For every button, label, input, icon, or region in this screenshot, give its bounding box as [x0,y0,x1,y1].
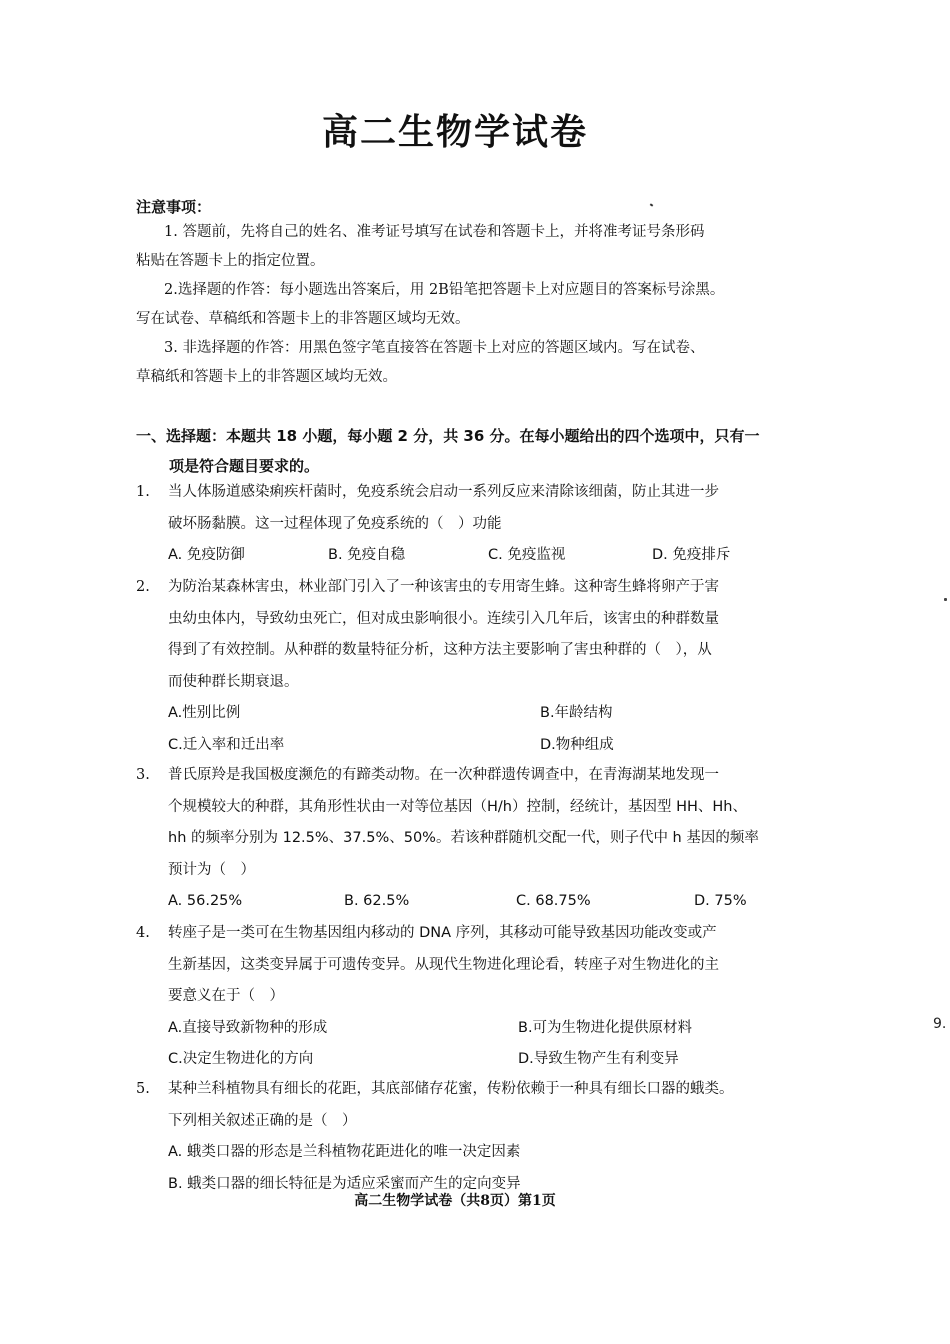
option-b: B.年龄结构 [540,705,613,721]
options-row [168,540,796,572]
options-row [168,730,796,762]
question-text: 要意义在于（ ） [168,988,284,1004]
notice-line: 写在试卷、草稿纸和答题卡上的非答题区域均无效。 [136,311,470,327]
question-text: 下列相关叙述正确的是（ ） [168,1112,357,1129]
question-text: 普氏原羚是我国极度濒危的有蹄类动物。在一次种群遗传调查中，在青海湖某地发现一 [168,767,719,783]
page-footer: 高二生物学试卷（共8页）第1页 [354,1193,556,1209]
option-d: D. 免疫排斥 [652,547,731,563]
option-c: C. 免疫监视 [488,547,566,563]
question-text: 破坏肠黏膜。这一过程体现了免疫系统的（ ）功能 [168,515,502,532]
question-1 [136,477,796,572]
question-number: 3. [136,767,150,783]
question-number: 2. [136,579,150,595]
question-text: 个规模较大的种群，其角形性状由一对等位基因（H/h）控制，经统计，基因型 HH、Hh、 [168,798,747,815]
option-d: D.物种组成 [540,736,614,753]
question-text: 预计为（ ） [168,861,255,878]
question-4 [136,918,796,1076]
question-text: 为防治某森林害虫，林业部门引入了一种该害虫的专用寄生蜂。这种寄生蜂将卵产于害 [168,579,719,595]
question-2 [136,572,796,761]
options-row [168,1044,796,1076]
notice-block [136,196,786,392]
question-text: 得到了有效控制。从种群的数量特征分析，这种方法主要影响了害虫种群的（ ），从 [168,642,712,658]
options-row [168,886,796,918]
question-text: 某种兰科植物具有细长的花距，其底部储存花蜜，传粉依赖于一种具有细长口器的蛾类。 [168,1081,734,1097]
section-line: 一、选择题：本题共 18 小题，每小题 2 分，共 36 分。在每小题给出的四个选项中，只有一 [136,427,760,445]
options-row [168,1013,796,1045]
question-text: 生新基因，这类变异属于可遗传变异。从现代生物进化理论看，转座子对生物进化的主 [168,956,719,973]
question-text: 而使种群长期衰退。 [168,673,299,690]
edge-fragment-text: 9. [933,1016,947,1032]
notice-heading: 注意事项： [136,198,212,216]
question-text: 转座子是一类可在生物基因组内移动的 DNA 序列，其移动可能导致基因功能改变或产 [168,925,717,941]
option-a: A. 56.25% [168,893,243,909]
option-c: C.决定生物进化的方向 [168,1051,314,1067]
question-3 [136,760,796,918]
question-text: 当人体肠道感染痢疾杆菌时，免疫系统会启动一系列反应来清除该细菌，防止其进一步 [168,484,719,500]
option-a: A. 蛾类口器的形态是兰科植物花距进化的唯一决定因素 [168,1144,521,1160]
question-number: 4. [136,925,150,941]
section-line: 项是符合题目要求的。 [169,457,320,475]
section-heading [136,421,796,481]
option-a: A.直接导致新物种的形成 [168,1019,328,1036]
option-b: B.可为生物进化提供原材料 [518,1019,693,1036]
scan-edge-mark [944,598,947,601]
question-text: hh 的频率分别为 12.5%、37.5%、50%。若该种群随机交配一代，则子代中 h 基因的频率 [168,830,759,846]
option-a: A.性别比例 [168,705,241,721]
notice-line: 粘贴在答题卡上的指定位置。 [136,253,325,269]
question-5 [136,1074,796,1200]
option-b: B. 免疫自稳 [328,547,406,563]
notice-line: 3. 非选择题的作答：用黑色签字笔直接答在答题卡上对应的答题区域内。写在试卷、 [164,340,705,356]
option-c: C. 68.75% [516,893,591,909]
option-a: A. 免疫防御 [168,547,245,563]
notice-line: 草稿纸和答题卡上的非答题区域均无效。 [136,369,397,385]
question-number: 5. [136,1081,150,1097]
page-title: 高二生物学试卷 [321,112,588,153]
question-number: 1. [136,484,150,500]
option-b: B. 62.5% [344,893,410,909]
notice-line: 1. 答题前，先将自己的姓名、准考证号填写在试卷和答题卡上，并将准考证号条形码 [164,224,705,240]
option-c: C.迁入率和迁出率 [168,736,285,753]
options-row [168,698,796,730]
option-b: B. 蛾类口器的细长特征是为适应采蜜而产生的定向变异 [168,1175,521,1192]
question-text: 虫幼虫体内，导致幼虫死亡，但对成虫影响很小。连续引入几年后，该害虫的种群数量 [168,610,719,627]
notice-line: 2.选择题的作答：每小题选出答案后，用 2B铅笔把答题卡上对应题目的答案标号涂黑。 [164,282,725,298]
option-d: D. 75% [694,893,747,909]
option-d: D.导致生物产生有利变异 [518,1051,679,1067]
